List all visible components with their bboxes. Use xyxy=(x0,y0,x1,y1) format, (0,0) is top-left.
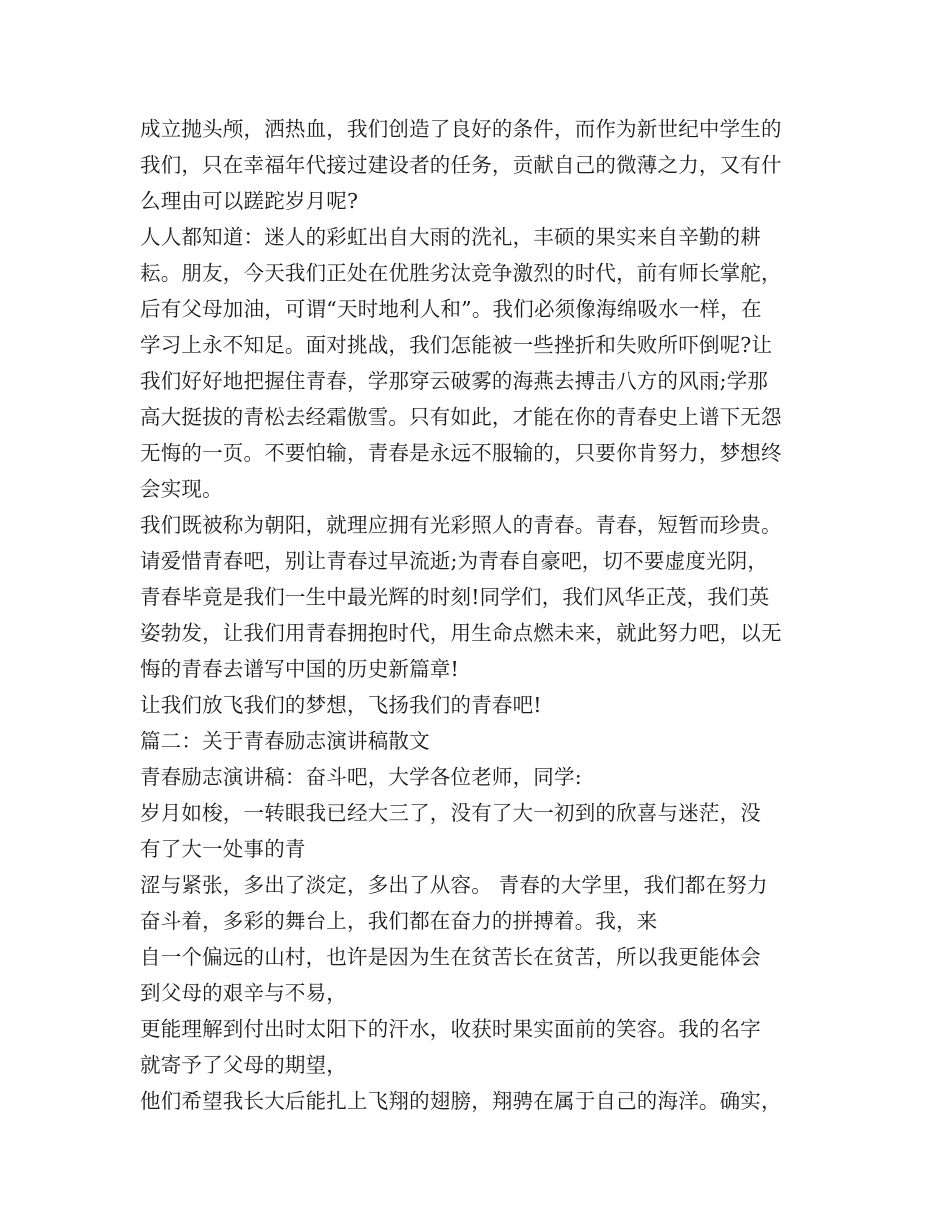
text-line: 无悔的一页。不要怕输，青春是永远不服输的，只要你肯努力，梦想终 xyxy=(140,441,782,465)
text-line: 么理由可以蹉跎岁月呢? xyxy=(140,189,359,213)
text-line: 会实现。 xyxy=(140,477,223,501)
text-line: 高大挺拔的青松去经霜傲雪。只有如此，才能在你的青春史上谱下无怨 xyxy=(140,405,782,429)
text-line: 我们既被称为朝阳，就理应拥有光彩照人的青春。青春，短暂而珍贵。 xyxy=(140,513,782,537)
text-line: 青春毕竟是我们一生中最光辉的时刻!同学们，我们风华正茂，我们英 xyxy=(140,585,770,609)
text-line: 奋斗着，多彩的舞台上，我们都在奋力的拼搏着。我，来 xyxy=(140,909,658,933)
text-line: 自一个偏远的山村，也许是因为生在贫苦长在贫苦，所以我更能体会 xyxy=(140,945,761,969)
section-heading: 篇二：关于青春励志演讲稿散文 xyxy=(140,729,430,753)
text-line: 悔的青春去谱写中国的历史新篇章! xyxy=(140,657,459,681)
text-line: 姿勃发，让我们用青春拥抱时代，用生命点燃未来，就此努力吧，以无 xyxy=(140,621,782,645)
text-line: 就寄予了父母的期望， xyxy=(140,1053,347,1077)
text-line: 我们，只在幸福年代接过建设者的任务，贡献自己的微薄之力，又有什 xyxy=(140,153,782,177)
text-line: 学习上永不知足。面对挑战，我们怎能被一些挫折和失败所吓倒呢?让 xyxy=(140,333,773,357)
text-line: 岁月如梭，一转眼我已经大三了，没有了大一初到的欣喜与迷茫，没 xyxy=(140,801,761,825)
text-line: 我们好好地把握住青春，学那穿云破雾的海燕去搏击八方的风雨;学那 xyxy=(140,369,769,393)
text-line: 涩与紧张，多出了淡定，多出了从容。 青春的大学里，我们都在努力 xyxy=(140,873,768,897)
text-line: 有了大一处事的青 xyxy=(140,837,306,861)
text-line: 让我们放飞我们的梦想，飞扬我们的青春吧! xyxy=(140,693,542,717)
text-line: 更能理解到付出时太阳下的汗水，收获时果实面前的笑容。我的名字 xyxy=(140,1017,761,1041)
text-line: 成立抛头颅，洒热血，我们创造了良好的条件，而作为新世纪中学生的 xyxy=(140,117,782,141)
text-line: 他们希望我长大后能扎上飞翔的翅膀，翔骋在属于自己的海洋。确实， xyxy=(140,1089,782,1113)
text-line: 请爱惜青春吧，别让青春过早流逝;为青春自豪吧，切不要虚度光阴， xyxy=(140,549,769,573)
text-line: 后有父母加油，可谓“天时地利人和”。我们必须像海绵吸水一样，在 xyxy=(140,297,762,321)
text-line: 耘。朋友，今天我们正处在优胜劣汰竞争激烈的时代，前有师长掌舵， xyxy=(140,261,782,285)
text-line: 到父母的艰辛与不易， xyxy=(140,981,347,1005)
text-line: 人人都知道：迷人的彩虹出自大雨的洗礼，丰硕的果实来自辛勤的耕 xyxy=(140,225,761,249)
text-line: 青春励志演讲稿：奋斗吧，大学各位老师，同学: xyxy=(140,765,582,789)
